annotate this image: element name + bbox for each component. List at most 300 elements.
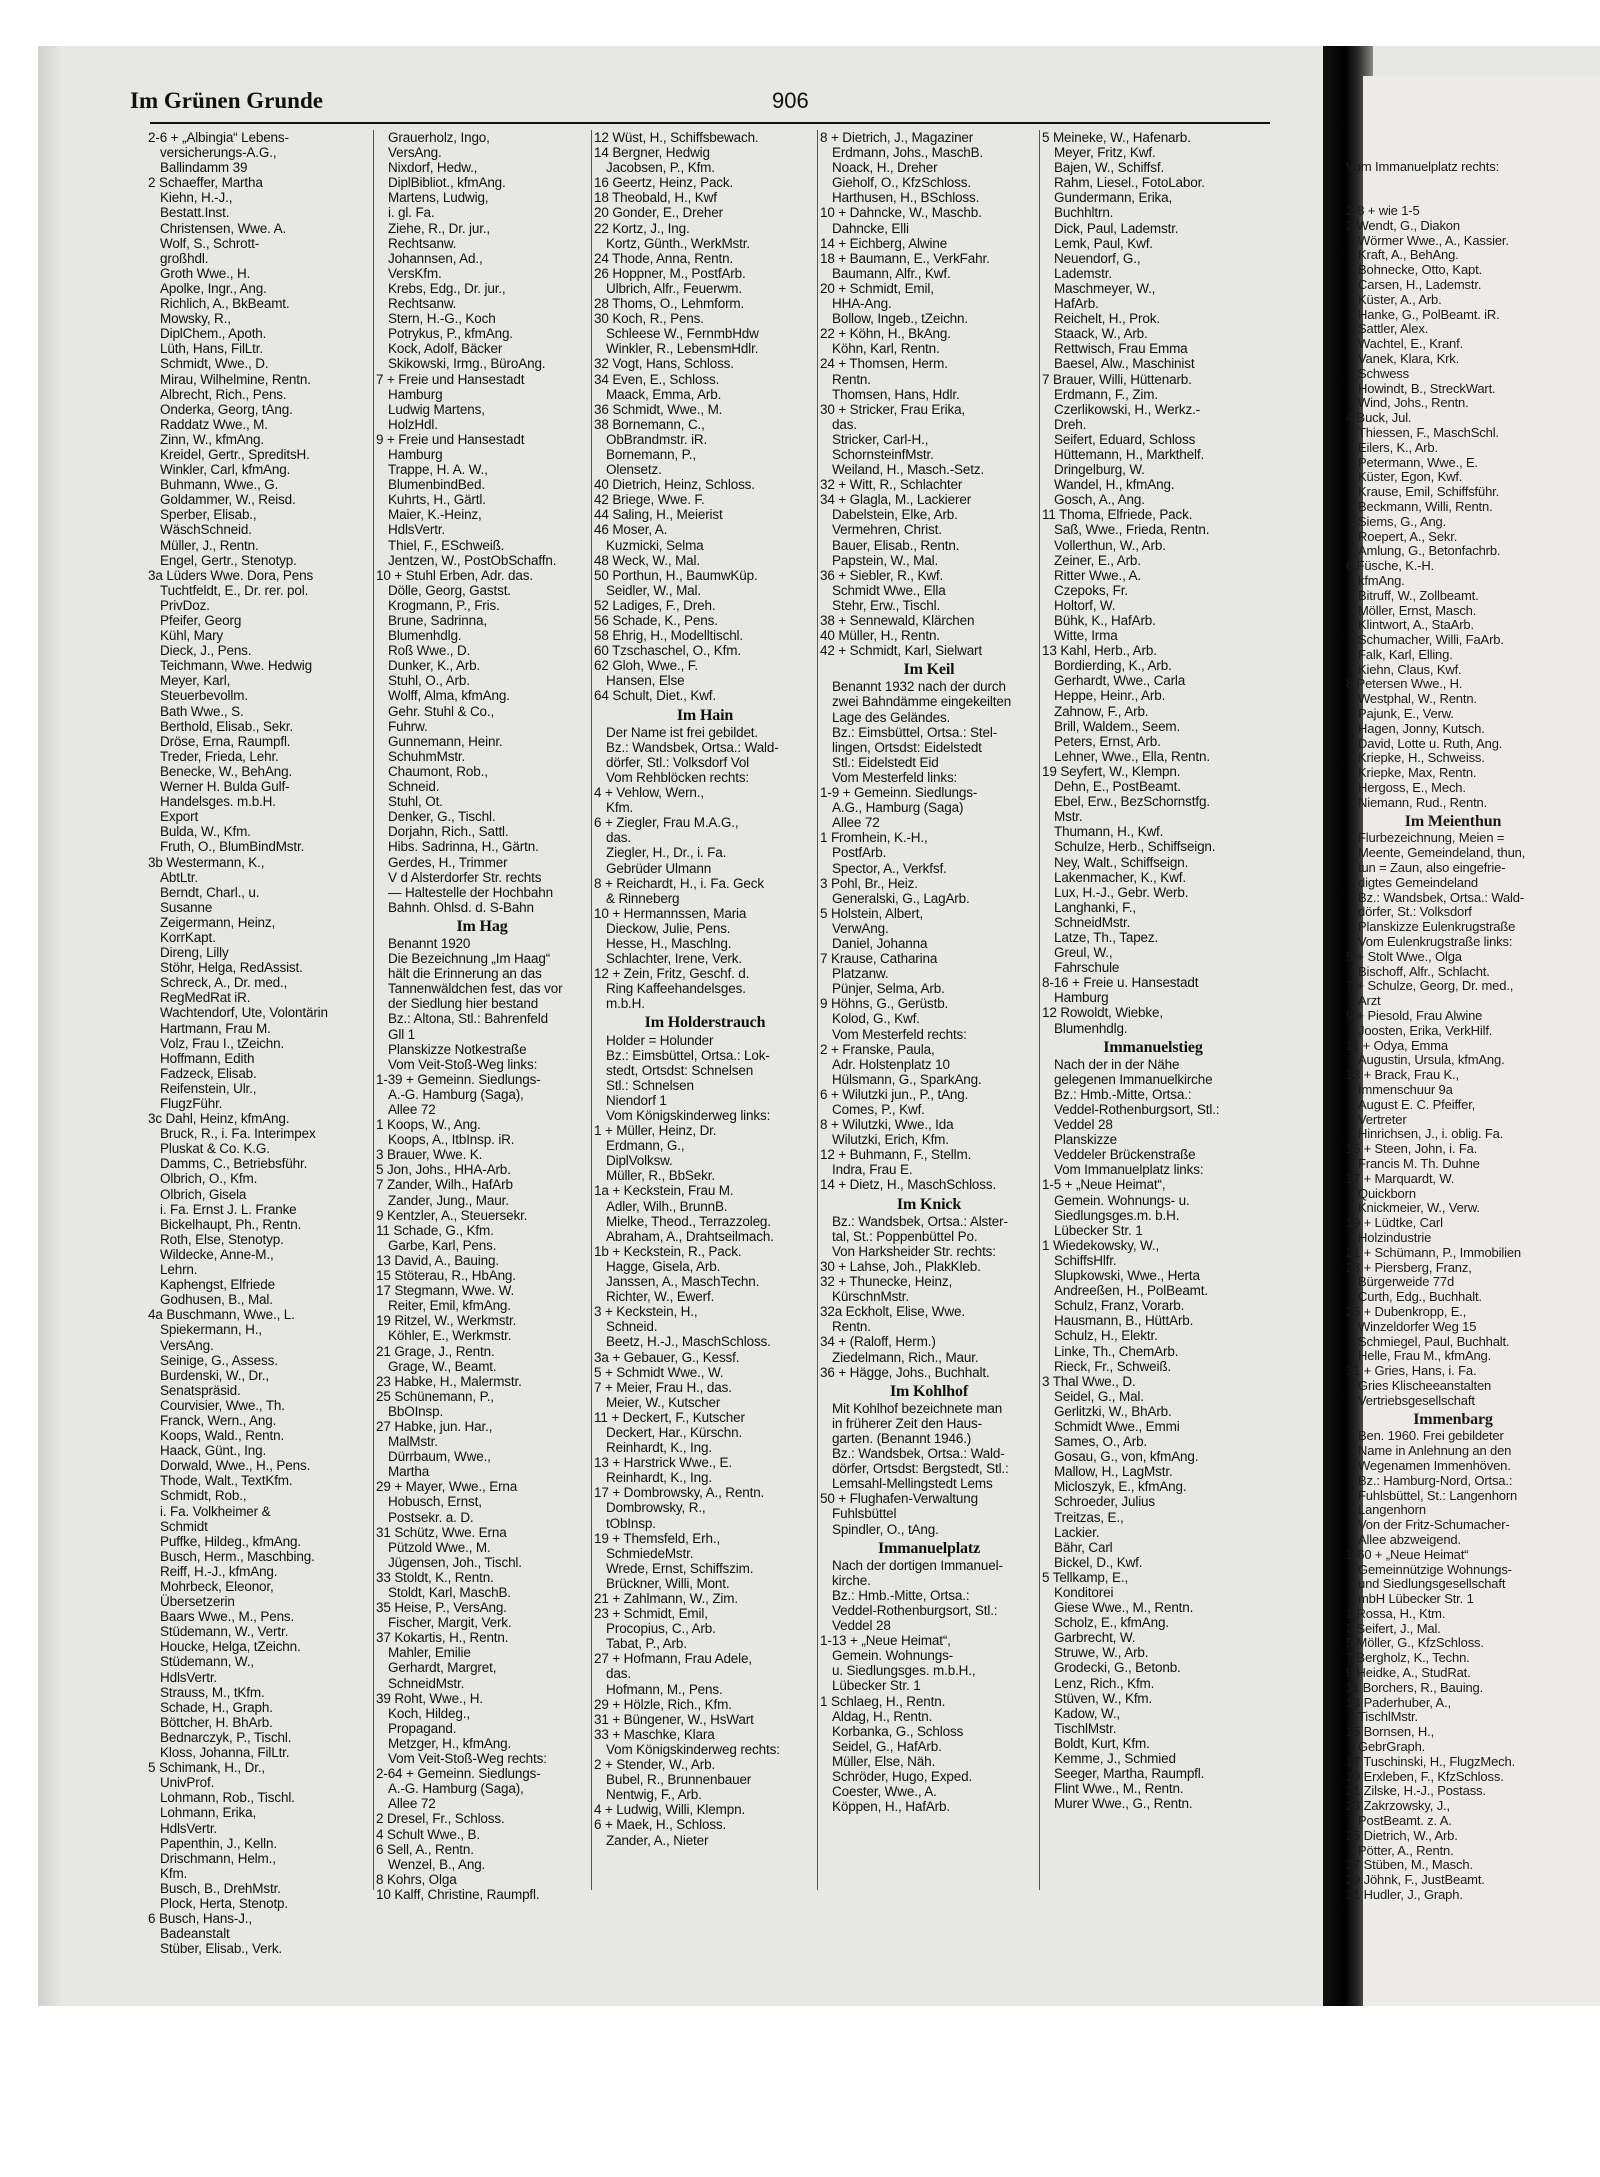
- directory-entry: Neuendorf, G.,: [1054, 250, 1141, 266]
- column-divider: [817, 130, 818, 1890]
- directory-entry: Allee 72: [388, 1102, 436, 1117]
- directory-entry: Export: [160, 809, 199, 825]
- directory-entry: versicherungs-A.G.,: [160, 145, 277, 161]
- directory-entry: dörfer, Stl.: Volksdorf Vol: [606, 754, 750, 770]
- directory-entry: Gosau, G., von, kfmAng.: [1054, 1449, 1199, 1465]
- directory-entry: 13 Paderhuber, A.,: [1346, 1694, 1451, 1710]
- directory-entry: Adr. Holstenplatz 10: [832, 1056, 950, 1072]
- directory-entry: Ney, Walt., Schiffseign.: [1054, 854, 1189, 870]
- directory-entry: Tabat, P., Arb.: [606, 1636, 687, 1652]
- directory-entry: 21 + Zahlmann, W., Zim.: [594, 1591, 738, 1606]
- directory-entry: A.-G. Hamburg (Saga),: [388, 1781, 524, 1797]
- directory-entry: 34 + Glagla, M., Lackierer: [820, 492, 972, 508]
- directory-entry: 8 + Reichardt, H., i. Fa. Geck: [594, 875, 764, 891]
- directory-entry: Vom Immanuelplatz links:: [1054, 1162, 1204, 1178]
- directory-entry: Die Bezeichnung „Im Haag“: [388, 951, 551, 967]
- directory-entry: Reifenstein, Ulr.,: [160, 1080, 257, 1096]
- directory-entry: 31 + Gries, Hans, i. Fa.: [1346, 1363, 1477, 1379]
- directory-entry: Hanke, G., PolBeamt. iR.: [1358, 306, 1500, 322]
- directory-entry: Houcke, Helga, tZeichn.: [160, 1639, 301, 1655]
- directory-entry: 22 + Köhn, H., BkAng.: [820, 326, 951, 342]
- directory-entry: 2 + Stender, W., Arb.: [594, 1757, 716, 1773]
- directory-entry: 3 Brauer, Wwe. K.: [376, 1147, 483, 1163]
- directory-entry: SchornsteinfMstr.: [832, 446, 934, 462]
- directory-entry: Buchhltrn.: [1054, 205, 1114, 221]
- directory-entry: Nach der in der Nähe: [1054, 1056, 1180, 1072]
- directory-entry: Pünjer, Selma, Arb.: [832, 981, 945, 997]
- directory-entry: i. Fa. Volkheimer &: [160, 1503, 271, 1519]
- directory-entry: Steuerbevollm.: [160, 688, 248, 704]
- directory-entry: 12 Rowoldt, Wiebke,: [1042, 1005, 1163, 1021]
- directory-entry: 38 + Sennewald, Klärchen: [820, 613, 975, 628]
- directory-entry: 32 + Witt, R., Schlachter: [820, 477, 963, 493]
- directory-entry: tal, St.: Poppenbüttel Po.: [832, 1228, 978, 1244]
- section-heading: Im Hain: [676, 706, 734, 724]
- directory-entry: Schneid.: [388, 779, 440, 795]
- directory-entry: Kortz, Günth., WerkMstr.: [606, 235, 750, 251]
- directory-entry: Czerlikowski, H., Werkz.-: [1054, 401, 1201, 417]
- directory-entry: 20 Gonder, E., Dreher: [594, 205, 723, 221]
- directory-entry: Giese Wwe., M., Rentn.: [1054, 1600, 1194, 1616]
- directory-entry: SchiffsHlfr.: [1054, 1252, 1117, 1268]
- directory-entry: Berthold, Elisab., Sekr.: [160, 718, 293, 734]
- directory-entry: Seidel, G., Mal.: [1054, 1388, 1144, 1404]
- directory-entry: SchneidMstr.: [1054, 914, 1131, 930]
- directory-entry: 1-60 + „Neue Heimat“: [1346, 1546, 1469, 1562]
- directory-entry: 17 + Marquardt, W.: [1346, 1170, 1455, 1186]
- directory-entry: 10 + Hermannssen, Maria: [594, 905, 747, 921]
- text-column-4: [820, 130, 1038, 1960]
- directory-entry: 23 Zakrzowsky, J.,: [1346, 1798, 1450, 1814]
- directory-entry: Koops, A., ItbInsp. iR.: [388, 1132, 515, 1148]
- directory-entry: Gieholf, O., KfzSchloss.: [832, 175, 971, 191]
- directory-entry: Kühl, Mary: [160, 628, 224, 644]
- page-header: [130, 88, 1270, 116]
- directory-entry: Bordierding, K., Arb.: [1054, 658, 1172, 674]
- directory-entry: Carsen, H., Lademstr.: [1358, 276, 1482, 292]
- directory-entry: Ziedelmann, Rich., Maur.: [832, 1349, 979, 1365]
- directory-entry: PrivDoz.: [160, 597, 210, 613]
- directory-entry: Wildecke, Anne-M.,: [160, 1246, 274, 1262]
- directory-entry: Schmidt Wwe., Ella: [832, 582, 946, 598]
- directory-entry: Rechtsanw.: [388, 235, 457, 251]
- directory-entry: Ulbrich, Alfr., Feuerwm.: [606, 280, 742, 296]
- directory-entry: Sames, O., Arb.: [1054, 1434, 1148, 1450]
- directory-entry: Rieck, Fr., Schweiß.: [1054, 1358, 1172, 1374]
- directory-entry: 7 Zander, Wilh., HafArb: [376, 1177, 513, 1193]
- directory-entry: Erdmann, Johs., MaschB.: [832, 145, 984, 161]
- directory-entry: Schmiegel, Paul, Buchhalt.: [1358, 1333, 1510, 1349]
- directory-entry: Ben. 1960. Frei gebildeter: [1358, 1428, 1504, 1444]
- directory-entry: Ebel, Erw., BezSchornstfg.: [1054, 794, 1210, 810]
- directory-entry: HdlsVertr.: [388, 522, 446, 538]
- directory-entry: Haack, Günt., Ing.: [160, 1443, 267, 1459]
- directory-entry: 31 Hudler, J., Graph.: [1346, 1887, 1463, 1903]
- directory-entry: Stl.: Eidelstedt Eid: [832, 754, 939, 770]
- directory-entry: 12 Wüst, H., Schiffsbewach.: [594, 130, 759, 145]
- section-heading: Im Knick: [896, 1195, 962, 1213]
- directory-entry: 8-16 + Freie u. Hansestadt: [1042, 975, 1199, 991]
- directory-entry: 42 + Schmidt, Karl, Sielwart: [820, 643, 982, 659]
- directory-entry: Vom Königskinderweg rechts:: [606, 1741, 780, 1757]
- directory-entry: Dreh.: [1054, 416, 1087, 432]
- directory-entry: Brückner, Willi, Mont.: [606, 1575, 730, 1591]
- directory-entry: Lemsahl-Mellingstedt Lems: [832, 1476, 993, 1492]
- directory-entry: Baars Wwe., M., Pens.: [160, 1609, 295, 1625]
- directory-entry: Gundermann, Erika,: [1054, 190, 1173, 206]
- directory-entry: Holzindustrie: [1358, 1229, 1432, 1245]
- directory-entry: 62 Gloh, Wwe., F.: [594, 658, 698, 674]
- directory-entry: Stoldt, Karl, MaschB.: [388, 1585, 511, 1600]
- directory-entry: 19 + Lüdtke, Carl: [1346, 1215, 1443, 1231]
- directory-entry: Flurbezeichnung, Meien =: [1358, 830, 1505, 846]
- directory-entry: 14 + Dietz, H., MaschSchloss.: [820, 1177, 997, 1193]
- directory-entry: Langhanki, F.,: [1054, 899, 1136, 915]
- directory-entry: Vom Mesterfeld rechts:: [832, 1026, 967, 1042]
- directory-entry: 11 Schade, G., Kfm.: [376, 1222, 494, 1238]
- directory-entry: Fischer, Margit, Verk.: [388, 1615, 512, 1631]
- directory-entry: 18 + Baumann, E., VerkFahr.: [820, 250, 990, 266]
- directory-entry: Hoffmann, Edith: [160, 1050, 255, 1066]
- directory-entry: Gemein. Wohnungs- u.: [1054, 1192, 1190, 1208]
- directory-entry: Linke, Th., ChemArb.: [1054, 1343, 1179, 1359]
- directory-entry: Bz.: Wandsbek, Ortsa.: Alster-: [832, 1213, 1008, 1229]
- directory-entry: Bednarczyk, P., Tischl.: [160, 1729, 292, 1745]
- directory-entry: Küster, A., Arb.: [1358, 291, 1442, 307]
- directory-entry: Lemk, Paul, Kwf.: [1054, 235, 1153, 251]
- directory-entry: Vermehren, Christ.: [832, 522, 942, 538]
- directory-entry: Beetz, H.-J., MaschSchloss.: [606, 1334, 771, 1350]
- directory-entry: 34 Even, E., Schloss.: [594, 371, 720, 387]
- directory-entry: Dringelburg, W.: [1054, 462, 1145, 478]
- directory-entry: 22 Kortz, J., Ing.: [594, 220, 690, 236]
- directory-entry: Lakenmacher, K., Kwf.: [1054, 869, 1186, 885]
- directory-entry: Stüdemann, W., Vertr.: [160, 1624, 289, 1640]
- directory-entry: tun = Zaun, also eingefrie-: [1358, 860, 1506, 876]
- directory-entry: Bickel, D., Kwf.: [1054, 1554, 1143, 1570]
- directory-entry: Blumenhdlg.: [388, 628, 462, 644]
- directory-entry: Christensen, Wwe. A.: [160, 220, 287, 236]
- directory-entry: 17 Tuschinski, H., FlugzMech.: [1346, 1753, 1516, 1769]
- directory-entry: Olensetz.: [606, 462, 662, 478]
- directory-entry: 24 Thode, Anna, Rentn.: [594, 250, 734, 266]
- directory-entry: Fadzeck, Elisab.: [160, 1065, 257, 1081]
- directory-entry: Dröse, Erna, Raumpfl.: [160, 733, 291, 749]
- page-edge: [38, 46, 62, 2006]
- directory-entry: 9 + Freie und Hansestadt: [376, 431, 525, 447]
- directory-entry: Schumacher, Willi, FaArb.: [1358, 632, 1504, 648]
- directory-entry: Von der Fritz-Schumacher-: [1358, 1517, 1510, 1533]
- directory-entry: Ziehe, R., Dr. jur.,: [388, 220, 491, 236]
- directory-entry: Winzeldorfer Weg 15: [1358, 1318, 1477, 1334]
- directory-entry: Pötter, A., Rentn.: [1358, 1842, 1454, 1858]
- directory-entry: Trappe, H. A. W.,: [388, 462, 488, 478]
- directory-entry: 6 + Ziegler, Frau M.A.G.,: [594, 815, 739, 831]
- directory-entry: 15 Bornsen, H.,: [1346, 1724, 1435, 1740]
- directory-entry: Roth, Else, Stenotyp.: [160, 1231, 284, 1247]
- directory-entry: Vom Königskinderweg links:: [606, 1108, 771, 1123]
- directory-entry: 36 + Siebler, R., Kwf.: [820, 567, 944, 583]
- directory-entry: 6 Sell, A., Rentn.: [376, 1841, 474, 1857]
- directory-entry: Hamburg: [1054, 990, 1109, 1006]
- directory-entry: Meyer, Karl,: [160, 673, 231, 689]
- directory-entry: Siedlungsges.m. b.H.: [1054, 1207, 1180, 1223]
- directory-entry: Bz.: Altona, Stl.: Bahrenfeld: [388, 1011, 548, 1027]
- directory-entry: Kfm.: [606, 800, 634, 816]
- directory-entry: Korbanka, G., Schloss: [832, 1723, 964, 1739]
- directory-entry: RegMedRat iR.: [160, 990, 251, 1006]
- directory-entry: Maack, Emma, Arb.: [606, 386, 722, 402]
- directory-entry: 32a Eckholt, Elise, Wwe.: [820, 1304, 965, 1320]
- directory-entry: 1 Schlaeg, H., Rentn.: [820, 1693, 946, 1709]
- directory-entry: UnivProf.: [160, 1775, 215, 1791]
- directory-entry: Mirau, Wilhelmine, Rentn.: [160, 371, 311, 387]
- directory-entry: Mielke, Theod., Terrazzoleg.: [606, 1213, 771, 1229]
- directory-entry: 21 + Schümann, P., Immobilien: [1346, 1244, 1521, 1260]
- directory-entry: 15 Stöterau, R., HbAng.: [376, 1268, 516, 1284]
- directory-entry: BbOInsp.: [388, 1403, 444, 1419]
- directory-entry: 40 Müller, H., Rentn.: [820, 628, 940, 644]
- directory-entry: Kraft, A., BehAng.: [1358, 247, 1459, 263]
- directory-entry: Hartmann, Frau M.: [160, 1020, 271, 1036]
- directory-entry: Zinn, W., kfmAng.: [160, 431, 264, 447]
- directory-entry: Skikowski, Irmg., BüroAng.: [388, 356, 546, 372]
- directory-entry: 42 Briege, Wwe. F.: [594, 492, 705, 508]
- directory-entry: Kriepke, Max, Rentn.: [1358, 765, 1477, 781]
- directory-entry: Schroeder, Julius: [1054, 1494, 1156, 1510]
- directory-entry: Andreeßen, H., PolBeamt.: [1054, 1283, 1208, 1299]
- directory-entry: Kriepke, H., Schweiss.: [1358, 750, 1485, 766]
- directory-entry: 32 + Thunecke, Heinz,: [820, 1274, 953, 1290]
- directory-entry: Müller, J., Rentn.: [160, 537, 259, 553]
- directory-entry: Sperber, Elisab.,: [160, 507, 257, 523]
- directory-entry: Bruck, R., i. Fa. Interimpex: [160, 1126, 316, 1142]
- directory-entry: 4 Schult Wwe., B.: [376, 1826, 480, 1842]
- directory-entry: Grage, W., Beamt.: [388, 1358, 497, 1374]
- directory-entry: 1 Rossa, H., Ktm.: [1346, 1605, 1446, 1621]
- directory-entry: Hergoss, E., Mech.: [1358, 780, 1466, 796]
- directory-entry: Mallow, H., LagMstr.: [1054, 1464, 1173, 1480]
- directory-entry: Schröder, Hugo, Exped.: [832, 1769, 973, 1785]
- directory-entry: 6 Busch, Hans-J.,: [148, 1911, 252, 1927]
- directory-entry: HafArb.: [1054, 296, 1099, 312]
- directory-entry: Stöhr, Helga, RedAssist.: [160, 960, 303, 976]
- directory-entry: 3a Lüders Wwe. Dora, Pens: [148, 567, 314, 583]
- directory-entry: Ring Kaffeehandelsges.: [606, 981, 746, 997]
- directory-entry: 50 + Flughafen-Verwaltung: [820, 1491, 978, 1507]
- directory-entry: 7 + Schulze, Georg, Dr. med.,: [1346, 978, 1514, 994]
- directory-entry: Hamburg: [388, 446, 443, 462]
- directory-entry: Garbe, Karl, Pens.: [388, 1237, 497, 1253]
- directory-entry: Vollerthun, W., Arb.: [1054, 537, 1166, 553]
- directory-entry: 1 Koops, W., Ang.: [376, 1117, 481, 1133]
- directory-entry: PostBeamt. z. A.: [1358, 1813, 1452, 1829]
- header-rule: [150, 122, 1270, 124]
- directory-entry: Wind, Johs., Rentn.: [1358, 395, 1469, 411]
- directory-entry: Papenthin, J., Kelln.: [160, 1835, 277, 1851]
- directory-entry: 30 + Lahse, Joh., PlakKleb.: [820, 1258, 981, 1274]
- directory-entry: Dürrbaum, Wwe.,: [388, 1449, 491, 1465]
- directory-entry: Wolf, S., Schrott-: [160, 235, 260, 251]
- directory-entry: 23 + Piersberg, Franz,: [1346, 1259, 1472, 1275]
- directory-entry: 27 Habke, jun. Har.,: [376, 1418, 493, 1434]
- directory-entry: 7 Bergholz, K., Techn.: [1346, 1650, 1470, 1666]
- right-page-column: [1346, 130, 1560, 1940]
- directory-entry: Indra, Frau E.: [832, 1162, 913, 1178]
- directory-entry: 33 Stoldt, K., Rentn.: [376, 1569, 494, 1585]
- directory-entry: Gebrüder Ulmann: [606, 860, 712, 876]
- directory-entry: Platzanw.: [832, 966, 889, 982]
- directory-entry: Vertreter: [1358, 1111, 1407, 1127]
- directory-entry: 1-39 + Gemeinn. Siedlungs-: [376, 1071, 541, 1087]
- directory-entry: Janssen, A., MaschTechn.: [606, 1274, 760, 1290]
- directory-entry: Thiessen, F., MaschSchl.: [1358, 424, 1499, 440]
- directory-entry: 1a + Keckstein, Frau M.: [594, 1183, 734, 1199]
- directory-entry: Lux, H.-J., Gebr. Werb.: [1054, 884, 1189, 900]
- directory-entry: Pluskat & Co. K.G.: [160, 1141, 270, 1157]
- directory-entry: Gll 1: [388, 1026, 416, 1042]
- directory-entry: Ludwig Martens,: [388, 401, 485, 417]
- directory-entry: FlugzFühr.: [160, 1096, 223, 1111]
- directory-entry: HdlsVertr.: [160, 1820, 218, 1836]
- directory-entry: Lüth, Hans, FilLtr.: [160, 341, 263, 357]
- directory-entry: Holder = Holunder: [606, 1032, 714, 1048]
- directory-entry: Wilutzki, Erich, Kfm.: [832, 1132, 949, 1148]
- directory-entry: Seidel, G., HafArb.: [832, 1738, 942, 1754]
- directory-entry: mbH Lübecker Str. 1: [1358, 1591, 1474, 1607]
- directory-entry: 2-64 + Gemeinn. Siedlungs-: [376, 1766, 541, 1782]
- directory-entry: 5 Meineke, W., Hafenarb.: [1042, 130, 1191, 145]
- directory-entry: 19 Seyfert, W., Klempn.: [1042, 763, 1181, 779]
- page-number: 906: [772, 88, 809, 113]
- directory-entry: Wrede, Ernst, Schiffszim.: [606, 1560, 754, 1576]
- directory-entry: Vom Veit-Stoß-Weg rechts:: [388, 1751, 547, 1767]
- directory-entry: 4a Buschmann, Wwe., L.: [148, 1307, 295, 1323]
- directory-entry: Kiehn, Claus, Kwf.: [1358, 661, 1462, 677]
- directory-entry: 24 + Thomsen, Herm.: [820, 356, 948, 372]
- directory-entry: 5 Holstein, Albert,: [820, 905, 923, 921]
- directory-entry: Zahnow, F., Arb.: [1054, 703, 1149, 719]
- directory-entry: Benannt 1920: [388, 935, 471, 951]
- directory-entry: 26 Hoppner, M., PostfArb.: [594, 265, 746, 281]
- directory-entry: DiplVolksw.: [606, 1153, 673, 1169]
- directory-entry: Lenz, Rich., Kfm.: [1054, 1675, 1155, 1691]
- directory-entry: Martha: [388, 1464, 430, 1480]
- directory-entry: 1 Fromhein, K.-H.,: [820, 830, 928, 846]
- directory-entry: Meyer, Fritz, Kwf.: [1054, 145, 1156, 161]
- directory-entry: 2 Dresel, Fr., Schloss.: [376, 1811, 505, 1827]
- directory-entry: Hagen, Jonny, Kutsch.: [1358, 720, 1485, 736]
- directory-entry: Rahm, Liesel., FotoLabor.: [1054, 175, 1205, 191]
- directory-entry: Buhmann, Wwe., G.: [160, 477, 279, 493]
- directory-entry: Lübecker Str. 1: [832, 1678, 921, 1694]
- directory-entry: 50 Porthun, H., BaumwKüp.: [594, 567, 758, 583]
- directory-entry: Eilers, K., Arb.: [1358, 439, 1438, 455]
- directory-entry: 9 Kentzler, A., Steuersekr.: [376, 1207, 528, 1223]
- text-column-5: [1042, 130, 1264, 1960]
- directory-entry: 3 Seifert, J., Mal.: [1346, 1620, 1441, 1636]
- directory-entry: 7 + Freie und Hansestadt: [376, 371, 525, 387]
- directory-entry: 40 Dietrich, Heinz, Schloss.: [594, 477, 755, 493]
- directory-entry: Martens, Ludwig,: [388, 190, 489, 206]
- directory-entry: 30 Koch, R., Pens.: [594, 311, 704, 327]
- directory-entry: Bz.: Hamburg-Nord, Ortsa.:: [1358, 1472, 1513, 1488]
- directory-entry: Strauss, M., tKfm.: [160, 1684, 265, 1700]
- directory-entry: 13 Kahl, Herb., Arb.: [1042, 643, 1157, 659]
- directory-entry: Bickelhaupt, Ph., Rentn.: [160, 1216, 302, 1232]
- directory-entry: Sattler, Alex.: [1358, 321, 1429, 337]
- directory-entry: Lademstr.: [1054, 265, 1112, 281]
- directory-entry: 11 Thoma, Elfriede, Pack.: [1042, 507, 1193, 523]
- directory-entry: Müller, R., BbSekr.: [606, 1168, 715, 1184]
- directory-entry: Susanne: [160, 899, 213, 915]
- directory-entry: Fahrschule: [1054, 960, 1120, 976]
- directory-entry: 1-5 + „Neue Heimat“,: [1042, 1177, 1166, 1193]
- directory-entry: der Siedlung hier bestand: [388, 996, 539, 1012]
- directory-entry: Czepoks, Fr.: [1054, 582, 1128, 598]
- directory-entry: Vanek, Klara, Krk.: [1358, 350, 1460, 366]
- directory-entry: 4 + Vehlow, Wern.,: [594, 785, 704, 801]
- directory-entry: 3 Pohl, Br., Heiz.: [820, 875, 918, 891]
- directory-entry: Brill, Waldem., Seem.: [1054, 718, 1181, 734]
- directory-entry: Dehn, E., PostBeamt.: [1054, 779, 1181, 795]
- directory-entry: Apolke, Ingr., Ang.: [160, 280, 267, 296]
- directory-entry: und Siedlungsgesellschaft: [1358, 1576, 1506, 1592]
- directory-entry: 29 + Hölzle, Rich., Kfm.: [594, 1696, 732, 1712]
- directory-entry: Müller, Else, Näh.: [832, 1753, 936, 1769]
- directory-entry: — Haltestelle der Hochbahn: [388, 884, 553, 900]
- directory-entry: Olbrich, Gisela: [160, 1186, 247, 1202]
- directory-entry: Ritter Wwe., A.: [1054, 567, 1142, 583]
- directory-entry: Benannt 1932 nach der durch: [832, 679, 1006, 695]
- directory-entry: ObBrandmstr. iR.: [606, 431, 708, 447]
- directory-entry: Fruth, O., BlumBindMstr.: [160, 839, 305, 855]
- directory-entry: Ballindamm 39: [160, 160, 248, 176]
- directory-entry: 56 Schade, K., Pens.: [594, 613, 718, 628]
- directory-entry: Veddeler Brückenstraße: [1054, 1147, 1196, 1163]
- directory-entry: 13 David, A., Bauing.: [376, 1252, 499, 1268]
- directory-entry: Daniel, Johanna: [832, 935, 928, 951]
- directory-entry: Heppe, Heinr., Arb.: [1054, 688, 1166, 704]
- directory-entry: Erdmann, G.,: [606, 1138, 685, 1154]
- directory-entry: Francis M. Th. Duhne: [1358, 1155, 1480, 1171]
- directory-entry: 38 Bornemann, C.,: [594, 416, 705, 432]
- directory-entry: Bitruff, W., Zollbeamt.: [1358, 587, 1479, 603]
- directory-entry: in früherer Zeit den Haus-: [832, 1415, 982, 1431]
- directory-entry: Immenschuur 9a: [1358, 1082, 1453, 1097]
- directory-entry: VersAng.: [160, 1337, 214, 1353]
- directory-entry: i. Fa. Ernst J. L. Franke: [160, 1201, 297, 1217]
- directory-entry: 23 Habke, H., Malermstr.: [376, 1373, 522, 1389]
- directory-entry: 35 Heise, P., VersAng.: [376, 1600, 507, 1616]
- directory-entry: AbtLtr.: [160, 869, 198, 885]
- directory-entry: das.: [606, 1666, 631, 1682]
- directory-entry: Flint Wwe., M., Rentn.: [1054, 1781, 1184, 1797]
- directory-entry: KorrKapt.: [160, 929, 216, 945]
- directory-entry: Wachtel, E., Kranf.: [1358, 336, 1464, 352]
- directory-entry: 31 Schütz, Wwe. Erna: [376, 1524, 507, 1540]
- directory-entry: Köhn, Karl, Rentn.: [832, 341, 940, 357]
- directory-entry: i. gl. Fa.: [388, 205, 435, 221]
- directory-entry: Amlung, G., Betonfachrb.: [1358, 543, 1501, 559]
- directory-entry: SchneidMstr.: [388, 1675, 465, 1691]
- directory-entry: Struwe, W., Arb.: [1054, 1645, 1149, 1661]
- directory-entry: Dölle, Georg, Gastst.: [388, 582, 511, 598]
- directory-entry: 21 Zilske, H.-J., Postass.: [1346, 1783, 1486, 1799]
- directory-entry: 33 + Maschke, Klara: [594, 1726, 715, 1742]
- directory-entry: 5 Tellkamp, E.,: [1042, 1569, 1129, 1585]
- directory-entry: 32 Vogt, Hans, Schloss.: [594, 356, 734, 372]
